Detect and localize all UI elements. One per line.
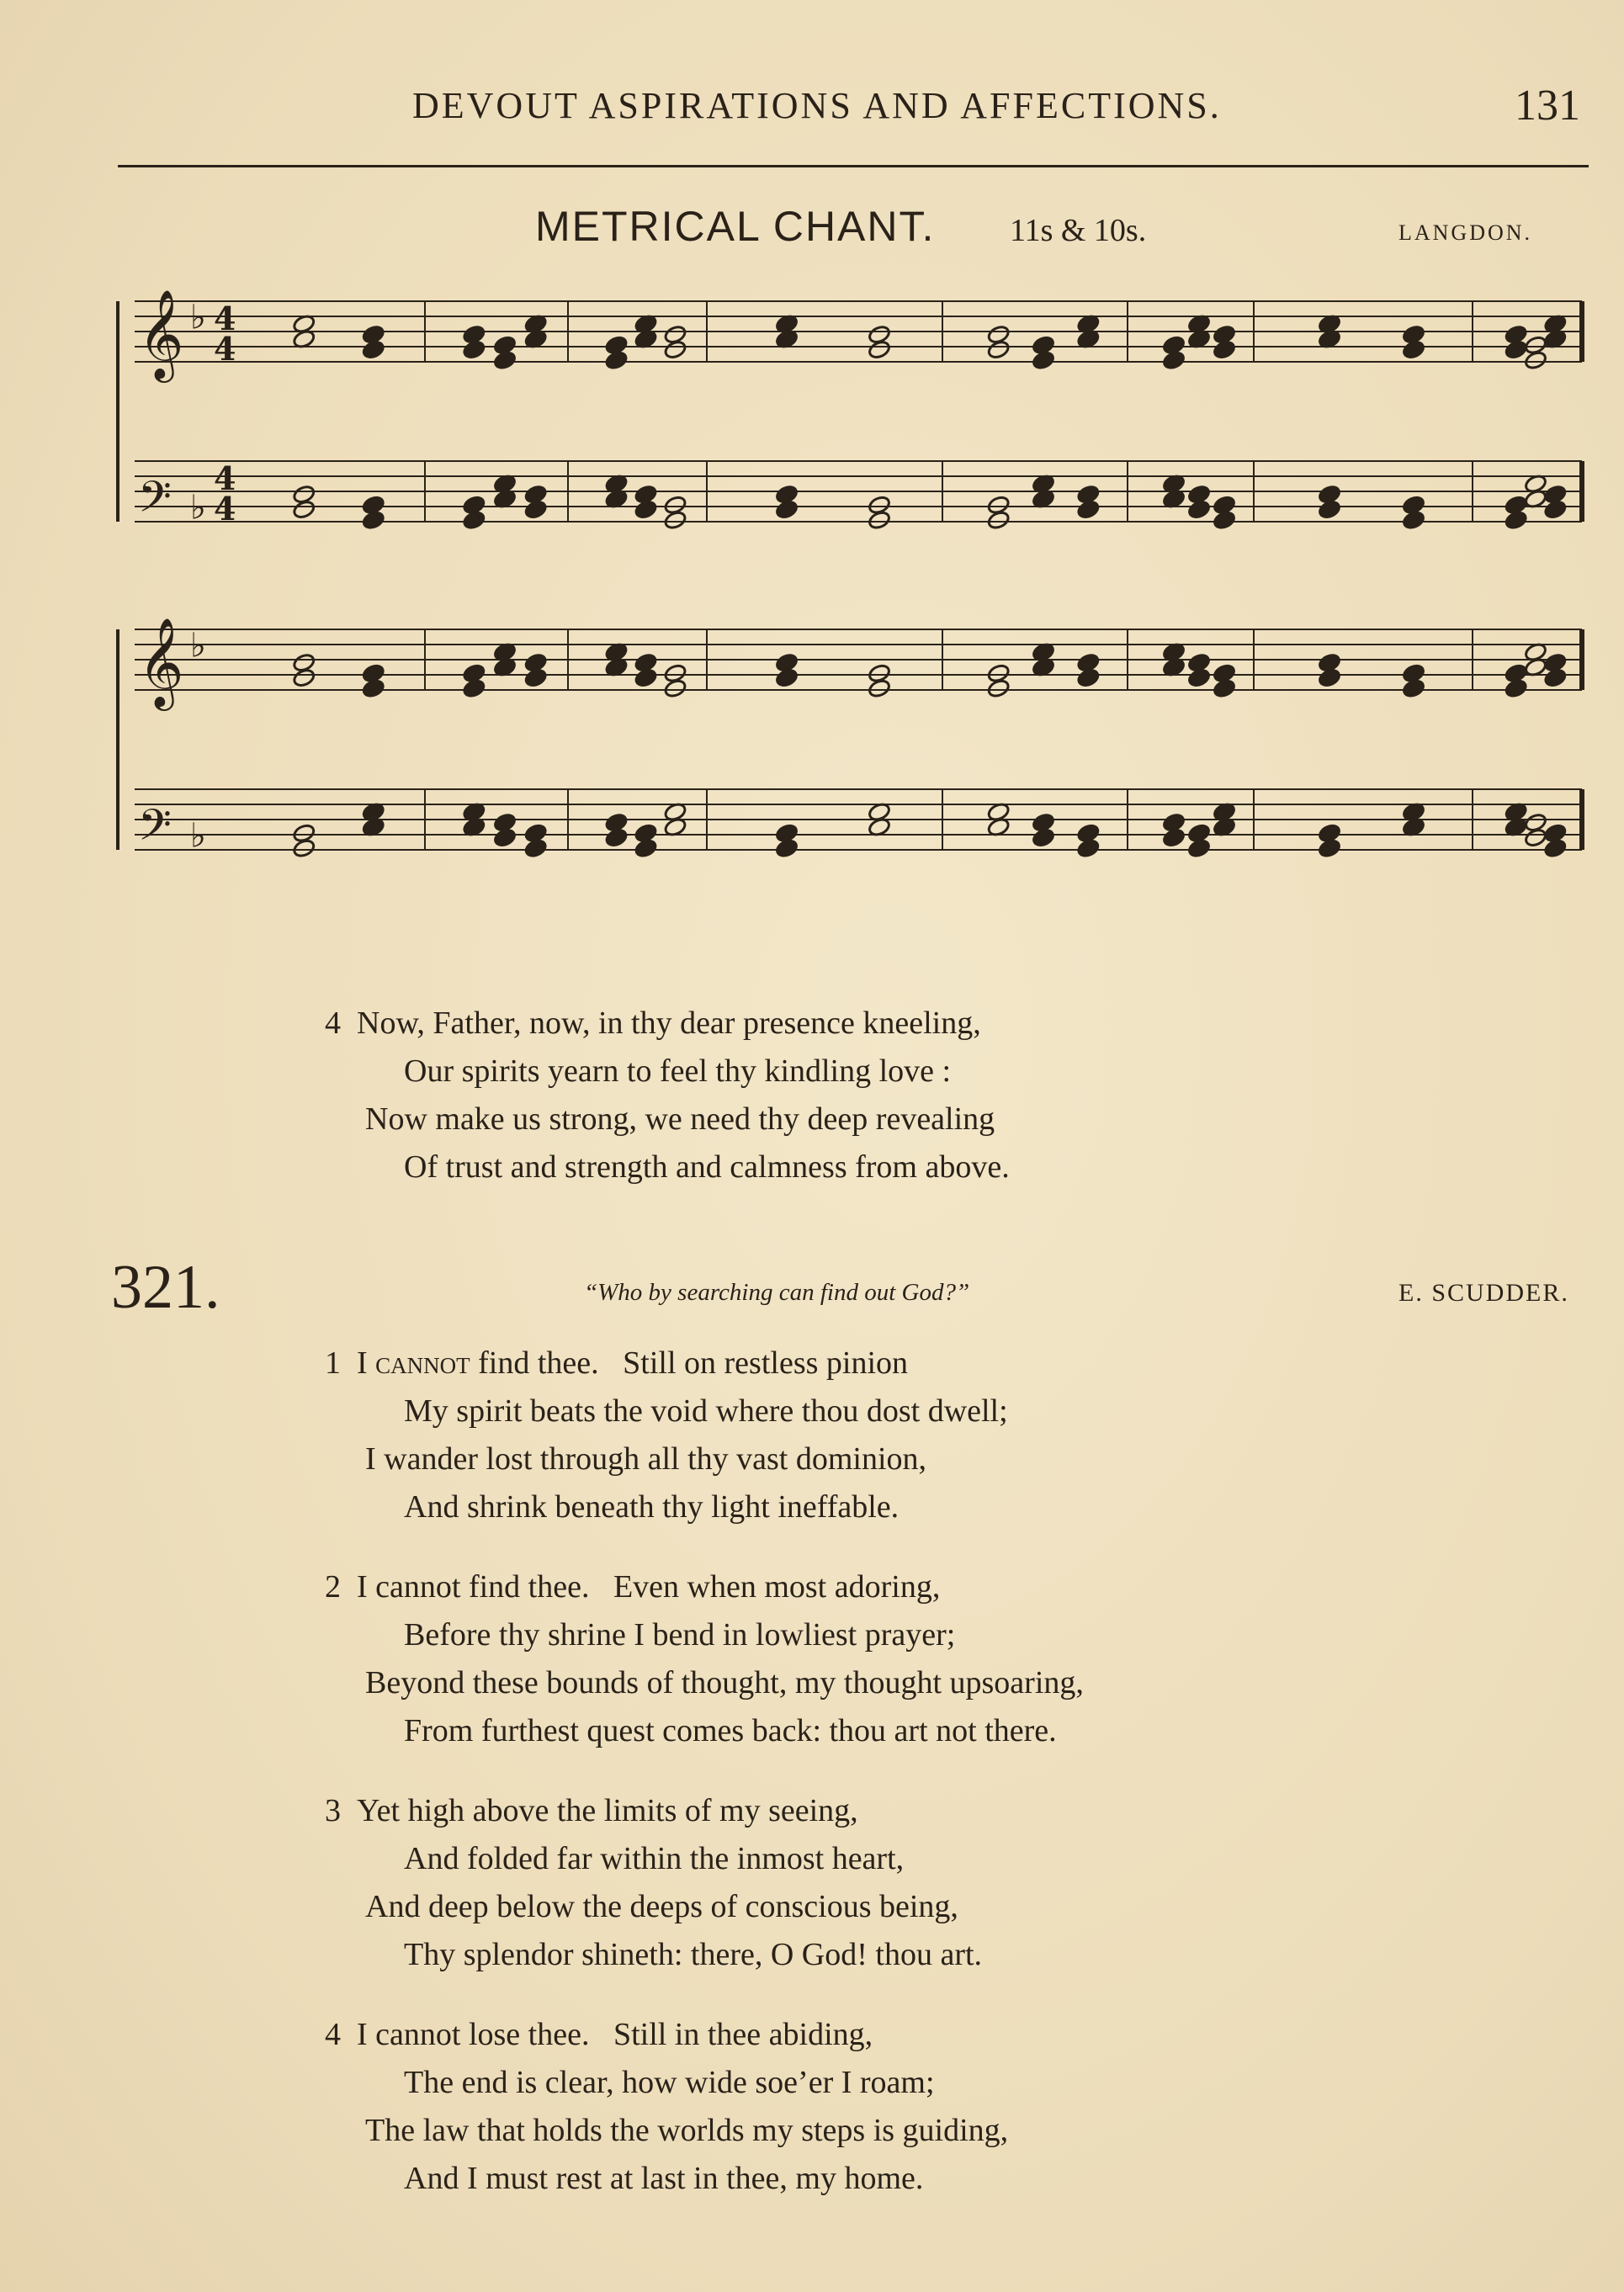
note-head: [663, 339, 687, 360]
verse-line-rest: find thee. Still on restless pinion: [470, 1345, 909, 1381]
note-head: [1318, 838, 1342, 859]
note-head: [1213, 339, 1237, 360]
verse-small-caps: cannot: [375, 1345, 470, 1381]
verse-number: 3: [325, 1793, 341, 1828]
note-head: [986, 339, 1011, 360]
page-number: 131: [1515, 82, 1580, 130]
note-head: [1402, 510, 1426, 531]
note-head: [775, 499, 799, 520]
note-head: [1076, 499, 1101, 520]
note-head: [462, 510, 486, 531]
time-signature-top: 4: [214, 459, 236, 497]
note-head: [634, 499, 658, 520]
note-head: [1213, 678, 1237, 699]
note-head: [1543, 838, 1568, 859]
tune-title: METRICAL CHANT.: [535, 203, 936, 250]
verse-line: The end is clear, how wide soe’er I roam;: [404, 2065, 935, 2100]
bass-clef: 𝄢: [138, 799, 172, 861]
time-signature-top: 4: [214, 300, 236, 337]
verse-line: And folded far within the inmost heart,: [404, 1841, 905, 1876]
note-head: [604, 350, 629, 371]
verse-line: Now make us strong, we need thy deep revealing: [365, 1101, 995, 1137]
note-head: [868, 339, 892, 360]
verse-line: Before thy shrine I bend in lowliest prayer;: [404, 1617, 956, 1653]
note-head: [868, 510, 892, 531]
hymn-verse-4: [325, 2011, 1008, 2203]
verse-line: I cannot lose thee. Still in thee abiding,: [357, 2017, 873, 2052]
note-head: [1187, 667, 1212, 688]
hymn-author: E. SCUDDER.: [1398, 1279, 1569, 1307]
key-signature-flat: ♭: [190, 298, 206, 337]
verse-line: Our spirits yearn to feel thy kindling love :: [404, 1053, 952, 1089]
verse-line: Of trust and strength and calmness from above.: [404, 1149, 1010, 1185]
note-head: [1187, 838, 1212, 859]
note-head: [1504, 510, 1528, 531]
note-head: [292, 667, 316, 688]
note-head: [523, 838, 548, 859]
key-signature-flat: ♭: [190, 488, 206, 528]
verse-number: 2: [325, 1569, 341, 1605]
note-head: [1504, 678, 1528, 699]
music-score: [109, 286, 1590, 926]
verse-line: And shrink beneath thy light ineffable.: [404, 1489, 900, 1525]
verse-line: I wander lost through all thy vast dominion,: [365, 1441, 927, 1477]
note-head: [1318, 499, 1342, 520]
note-head: [462, 339, 486, 360]
verse-line: I cannot find thee. Even when most adoring,: [357, 1569, 941, 1605]
note-head: [361, 510, 385, 531]
treble-clef: 𝄞: [138, 617, 184, 707]
note-head: [986, 678, 1011, 699]
verse-first-word: I: [357, 1345, 368, 1381]
verse-line: From furthest quest comes back: thou art not there.: [404, 1713, 1057, 1748]
tune-composer: LANGDON.: [1398, 220, 1533, 245]
verse-line: And deep below the deeps of conscious being,: [365, 1889, 958, 1924]
note-head: [493, 827, 517, 848]
note-head: [634, 667, 658, 688]
running-head: DEVOUT ASPIRATIONS AND AFFECTIONS.: [412, 85, 1222, 126]
verse-number: 4: [325, 1005, 341, 1041]
note-head: [1318, 667, 1342, 688]
note-head: [986, 510, 1011, 531]
note-head: [292, 499, 316, 520]
note-head: [634, 838, 658, 859]
note-head: [1524, 827, 1548, 848]
note-head: [361, 339, 385, 360]
hymn-verse-3: [325, 1787, 982, 1979]
note-head: [1524, 350, 1548, 371]
hymn-verse-2: [325, 1563, 1084, 1755]
verse-number: 1: [325, 1345, 341, 1381]
verse-line: And I must rest at last in thee, my home.: [404, 2161, 924, 2196]
note-head: [1213, 510, 1237, 531]
tune-meter: 11s & 10s.: [1010, 213, 1147, 248]
note-head: [1162, 350, 1186, 371]
note-head: [292, 838, 316, 859]
prev-hymn-verse-4: [325, 1000, 1010, 1191]
note-head: [462, 678, 486, 699]
note-head: [663, 510, 687, 531]
verse-line: Thy splendor shineth: there, O God! thou art.: [404, 1937, 983, 1972]
note-head: [1402, 678, 1426, 699]
note-head: [1076, 838, 1101, 859]
note-head: [1543, 499, 1568, 520]
note-head: [361, 678, 385, 699]
note-head: [523, 667, 548, 688]
note-head: [775, 667, 799, 688]
header-rule: [118, 165, 1589, 167]
verse-line: Now, Father, now, in thy dear presence kneeling,: [357, 1005, 981, 1041]
verse-number: 4: [325, 2017, 341, 2052]
verse-line: Yet high above the limits of my seeing,: [357, 1793, 858, 1828]
note-head: [604, 827, 629, 848]
verse-line: Beyond these bounds of thought, my thought upsoaring,: [365, 1665, 1084, 1700]
note-head: [1187, 499, 1212, 520]
note-head: [1032, 350, 1056, 371]
time-signature-bottom: 4: [214, 490, 236, 528]
verse-line: The law that holds the worlds my steps is guiding,: [365, 2113, 1009, 2148]
treble-clef: 𝄞: [138, 289, 184, 379]
note-head: [868, 678, 892, 699]
time-signature-bottom: 4: [214, 330, 236, 368]
hymn-verse-1: [325, 1340, 1008, 1531]
note-head: [1402, 339, 1426, 360]
note-head: [663, 678, 687, 699]
note-head: [1076, 667, 1101, 688]
note-head: [1504, 339, 1528, 360]
bass-clef: 𝄢: [138, 471, 172, 533]
key-signature-flat: ♭: [190, 626, 206, 666]
verse-line: My spirit beats the void where thou dost dwell;: [404, 1393, 1008, 1429]
hymn-number: 321.: [111, 1253, 220, 1322]
note-head: [1543, 667, 1568, 688]
note-head: [493, 350, 517, 371]
hymn-epigraph: “Who by searching can find out God?”: [584, 1279, 970, 1306]
note-head: [1162, 827, 1186, 848]
note-head: [775, 838, 799, 859]
key-signature-flat: ♭: [190, 816, 206, 856]
note-head: [1032, 827, 1056, 848]
note-head: [523, 499, 548, 520]
